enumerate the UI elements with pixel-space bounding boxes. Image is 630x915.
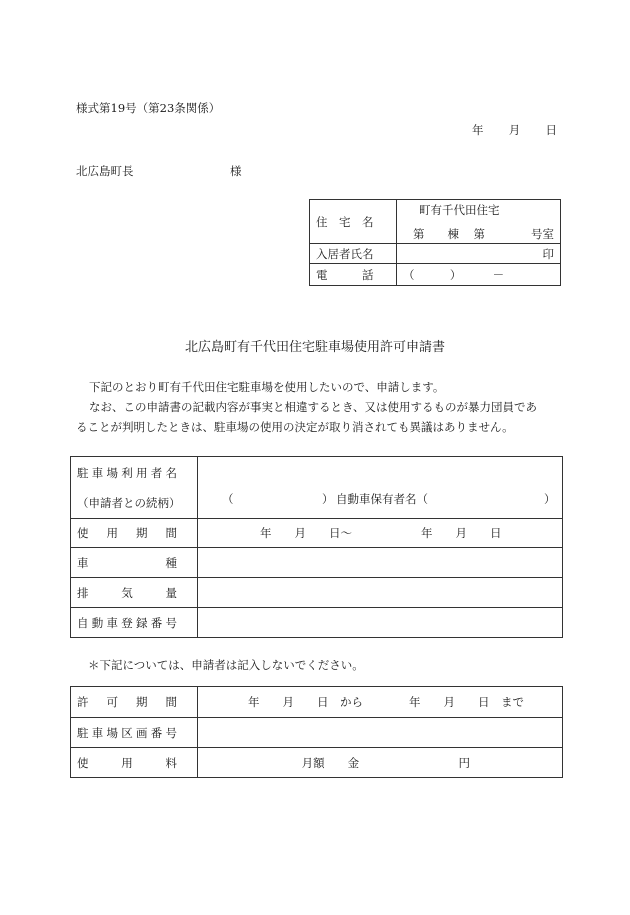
body-line-2: なお、この申請書の記載内容が事実と相違するとき、又は使用するものが暴力団員であ	[89, 400, 538, 414]
resident-label: 入居者氏名	[310, 244, 397, 264]
form-number: 様式第19号（第23条関係）	[76, 101, 221, 115]
vehicle-type-label: 車 種	[71, 548, 198, 578]
usage-fee-label: 使 用 料	[71, 748, 198, 778]
parking-user-field[interactable]	[198, 457, 563, 519]
document-title: 北広島町有千代田住宅駐車場使用許可申請書	[184, 340, 445, 355]
phone-dash: －	[492, 267, 505, 282]
room-number: 第 号室	[473, 226, 554, 241]
honorific: 様	[230, 164, 242, 178]
building-number: 第 棟	[413, 226, 459, 241]
relation-label: （申請者との続柄）	[77, 495, 181, 510]
address-label: 住 宅 名	[310, 200, 397, 244]
phone-field[interactable]	[397, 264, 561, 286]
office-use-note: ＊下記については、申請者は記入しないでください。	[88, 658, 364, 672]
body-line-1: 下記のとおり町有千代田住宅駐車場を使用したいので、申請します。	[89, 380, 445, 394]
vehicle-owner-label: 自動車保有者名（	[336, 491, 428, 506]
permit-period-label: 許 可 期 間	[71, 687, 198, 718]
engine-displacement-field[interactable]	[198, 578, 563, 608]
usage-period-label: 使 用 期 間	[71, 519, 198, 548]
registration-number-label: 自 動 車 登 録 番 号	[71, 608, 198, 638]
parking-section-field[interactable]	[198, 718, 563, 748]
date-line	[472, 122, 557, 138]
permit-period-field[interactable]: 年 月 日 から 年 月 日 まで	[198, 687, 563, 718]
fee-unit: 円	[458, 755, 470, 770]
application-table	[70, 456, 563, 638]
date-month: 月	[508, 123, 521, 137]
registration-number-field[interactable]	[198, 608, 563, 638]
usage-fee-field[interactable]	[198, 748, 563, 778]
vehicle-type-field[interactable]	[198, 548, 563, 578]
fee-monthly-label: 月額 金	[301, 755, 360, 770]
parking-user-label-cell	[71, 457, 198, 519]
resident-name-field[interactable]	[397, 244, 561, 264]
relation-close-paren: ）	[322, 491, 334, 506]
owner-close-paren: ）	[544, 491, 556, 506]
seal-mark: 印	[542, 246, 554, 261]
address-cell[interactable]	[397, 200, 561, 244]
date-day: 日	[545, 123, 557, 137]
date-year: 年	[472, 123, 484, 137]
phone-label: 電 話	[310, 264, 397, 286]
parking-user-label: 駐 車 場 利 用 者 名	[77, 465, 177, 480]
phone-close-paren: ）	[449, 267, 462, 282]
parking-section-label: 駐 車 場 区 画 番 号	[71, 718, 198, 748]
applicant-table	[309, 199, 561, 286]
addressee: 北広島町長	[76, 164, 134, 178]
usage-period-field[interactable]: 年 月 日～ 年 月 日	[198, 519, 563, 548]
relation-open-paren: （	[222, 491, 234, 506]
office-use-table	[70, 686, 563, 778]
body-line-3: ることが判明したときは、駐車場の使用の決定が取り消されても異議はありません。	[76, 420, 514, 434]
engine-displacement-label: 排 気 量	[71, 578, 198, 608]
address-value: 町有千代田住宅	[419, 202, 500, 217]
phone-open-paren: （	[403, 267, 415, 282]
